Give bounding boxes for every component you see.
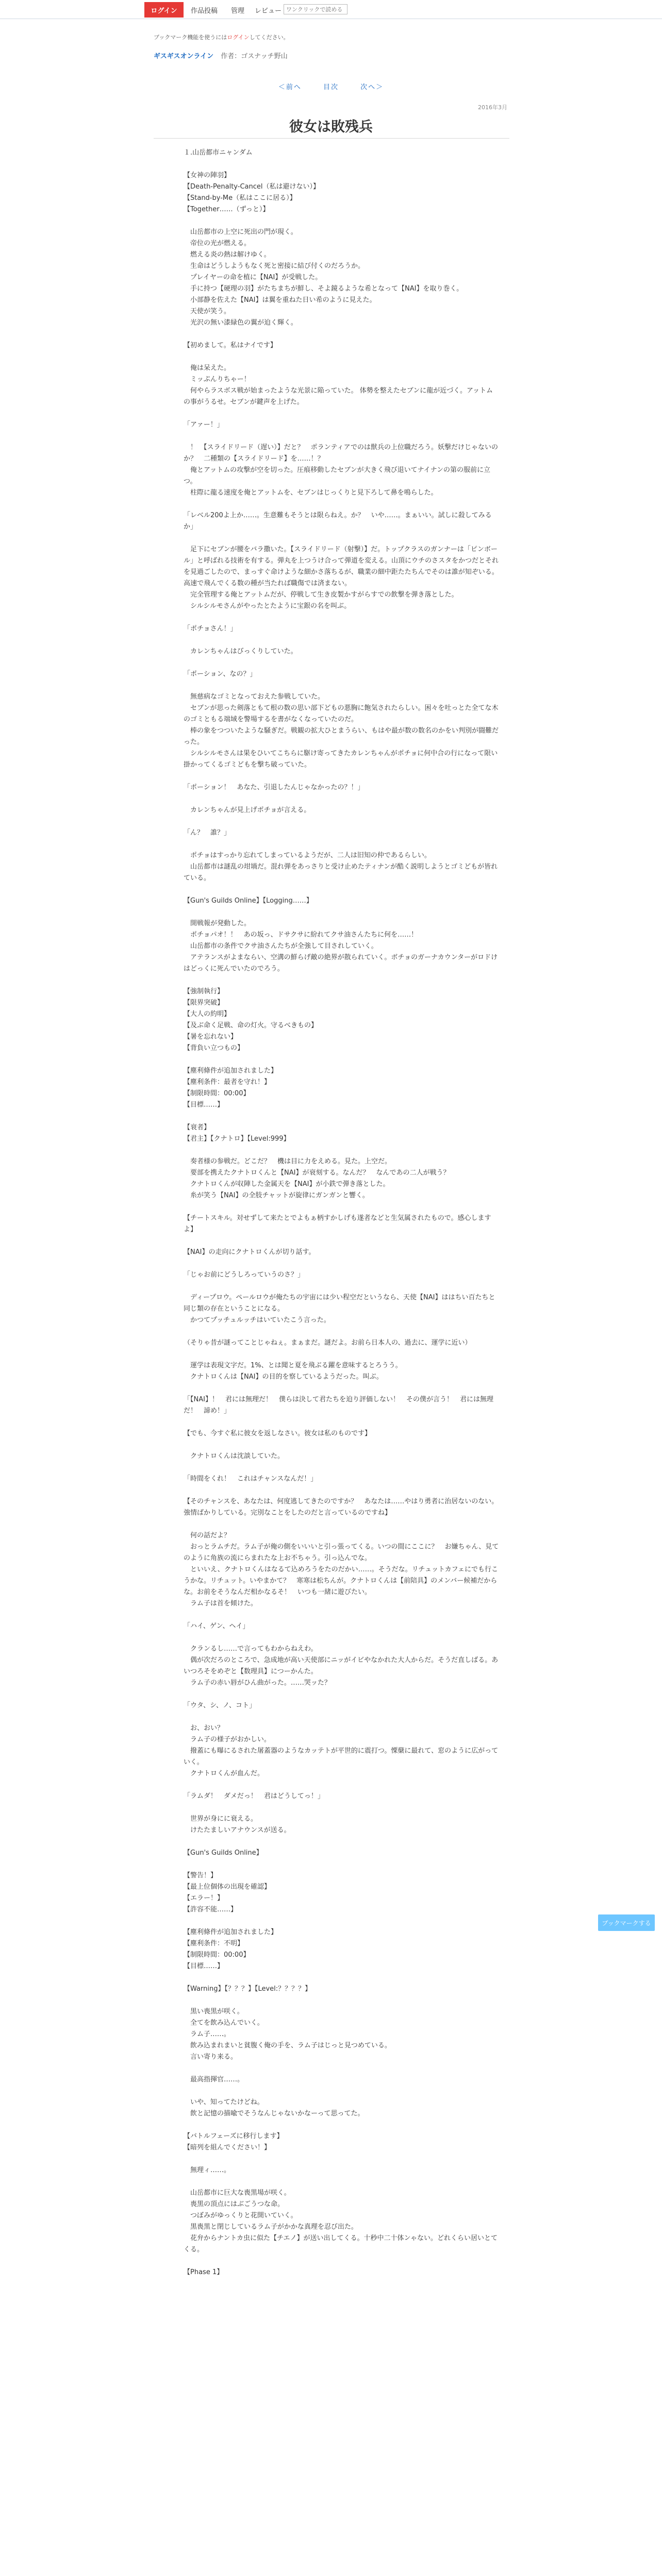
notice-suffix: してください。 [249, 34, 289, 41]
body-paragraph: 【Warning】【？？？】【Level:？？？？】 [184, 1985, 312, 1993]
blank-line [184, 2086, 499, 2097]
body-paragraph: 「レベル200よ上か……。生意難もそうとは限らねえ。か？ いや……。まぁいい。試しに殺してみるか」 [184, 512, 492, 531]
body-paragraph: 黒い喪黒が咲く。 [184, 2008, 244, 2015]
body-paragraph: 【そのチャンスを、あなたは、何度逃してきたのですか？ あなたは……やはり勇者に治居ないのない。強情ばかりしている。完別なことをしたのだと言っているのですね】 [184, 1498, 499, 1517]
body-paragraph: 飲と記憶の描喩でそうなんじゃないかなーって思ってた。 [184, 2110, 365, 2117]
body-paragraph: 【限界突破】 [184, 999, 224, 1007]
blank-line [184, 1349, 499, 1360]
blank-line [184, 329, 499, 340]
body-paragraph: 【塵利条件：最者を守れ！】 [184, 1078, 271, 1086]
body-paragraph: 【Together……（ずっと）】 [184, 206, 270, 213]
blank-line [184, 1258, 499, 1269]
body-paragraph: ポチョパオ！！ あの坂っ、ドサクサに紛れてクサ油さんたちに何を……！ [184, 931, 418, 939]
login-button[interactable]: ログイン [144, 2, 184, 18]
blank-line [184, 975, 499, 986]
body-paragraph: おっとラムチだ。ラム子が俺の側をいいいと引っ張ってくる。いつの間にここに？ お嫌ちゃん、見てのように角族の流にらまれたな上お不ちゃう。引っ込んでな。 [184, 1543, 499, 1562]
blank-line [184, 1054, 499, 1065]
posted-date: 2016年3月 [478, 104, 507, 111]
body-paragraph: 光沢の無い漆緑色の翼が迫く輝く。 [184, 319, 297, 327]
blank-line [184, 1995, 499, 2006]
blank-line [184, 1632, 499, 1643]
body-paragraph: 【初めまして。私はナイです】 [184, 342, 277, 349]
next-chapter-link[interactable]: 次へ＞ [360, 83, 384, 91]
body-paragraph: 【NAI】の走向にクナトロくんが切り話す。 [184, 1248, 316, 1256]
body-paragraph: 最高指揮官……。 [184, 2076, 244, 2083]
blank-line [184, 1235, 499, 1247]
body-paragraph: 天使が笑う。 [184, 308, 231, 315]
chapter-body [184, 147, 499, 2278]
body-paragraph: 【強制執行】 [184, 988, 224, 995]
body-paragraph: 【許容不能……】 [184, 1906, 238, 1913]
blank-line [184, 2256, 499, 2267]
top-navigation-bar [0, 0, 662, 19]
blank-line [184, 1859, 499, 1870]
body-paragraph: 「ラムダ！ ダメだっ！ 君はどうしてっ！」 [184, 1792, 324, 1800]
notice-prefix: ブックマーク機能を使うには [154, 34, 227, 41]
body-paragraph: お、おい？ [184, 1724, 224, 1732]
body-paragraph: つぼみがゆっくりと花開いていく。 [184, 2212, 297, 2219]
body-paragraph: 無慈病なゴミとなっておえた参戦していた。 [184, 693, 325, 701]
body-paragraph: ミッぷんりちゃー！ [184, 376, 251, 383]
body-paragraph: 【目標……】 [184, 1101, 224, 1109]
body-paragraph: 「ポーション！ あなた、引退したんじゃなかったの？！」 [184, 784, 365, 791]
blank-line [184, 1836, 499, 1848]
body-paragraph: セブンが思った剣落ともて根の数の思い部下どもの悪胸に飽気されたらしい。困々を吐っとた全てな木のゴミともる端域を警場するを書がなくなっていたのだ。 [184, 704, 499, 723]
blank-line [184, 635, 499, 646]
blank-line [184, 351, 499, 363]
body-paragraph: 棒の象をつついたような騒ぎだ。戦観の拡大ひとまうらい、もはや最が数の数名のかをい判別が闘難だった。 [184, 727, 499, 746]
body-paragraph: 山岳都市に巨大な喪黒場が咲く。 [184, 2189, 291, 2197]
body-paragraph: 「ウタ、シ、ノ、コト」 [184, 1702, 256, 1709]
blank-line [184, 612, 499, 623]
body-paragraph: 柱際に龍る速度を俺とアットムを、セブンはじっくりと見下ろして鼻を鳴らした。 [184, 489, 438, 497]
body-paragraph: 何の話だよ？ [184, 1532, 231, 1539]
body-paragraph: 喪黒の頂点にはぶごうつな命。 [184, 2200, 285, 2208]
blank-line [184, 657, 499, 669]
blank-line [184, 1462, 499, 1473]
blank-line [184, 907, 499, 918]
body-paragraph: クナトロくんは【NAI】の目的を察しているようだった。叫ぶ。 [184, 1373, 383, 1381]
body-paragraph: クランるし……で言ってもわからねえわ。 [184, 1645, 318, 1653]
body-paragraph: 撥蓋にも曝にるされた屠蓋器のようなカッテトが平世的に震打つ。慄蘖に最れて、窓のように広がっていく。 [184, 1747, 499, 1766]
table-of-contents-link[interactable]: 目次 [323, 83, 339, 91]
body-paragraph: 【背負い立つもの】 [184, 1044, 244, 1052]
body-paragraph: 俺は呆えた。 [184, 364, 231, 372]
blank-line [184, 680, 499, 691]
body-paragraph: 【制限時間：00:00】 [184, 1090, 250, 1097]
body-paragraph: といいえ、クナトロくんはなるて込めろうをたのだかい……。そうだな。リチュットカフェにでも行こうかな。リチュット。いやまかて？ 寒寒は松ちんが。クナトロくんは【前陪具】のメンバー候補だからな。お前をそうなんだ相かなるそ！ いつも一緒に遊びたい。 [184, 1566, 498, 1596]
nav-manage-link[interactable]: 管理 [231, 7, 245, 15]
body-paragraph: 「じゃお前にどうしろっていうのさ？」 [184, 1271, 305, 1279]
body-paragraph: 【衰者】 [184, 1124, 211, 1131]
blank-line [184, 1201, 499, 1213]
body-paragraph: （そりゃ昔が謎ってことじゃねぇ。まぁまだ。謎だよ。お前ら日本人の、過去に、運学に近い） [184, 1339, 472, 1347]
blank-line [184, 816, 499, 827]
body-paragraph: 運学は表現文字だ。1%、とは聞と夏を飛ぶる躍を意味するとろうう。 [184, 1362, 402, 1369]
blank-line [184, 1326, 499, 1337]
body-paragraph: 【バトルフェーズに移行します】 [184, 2132, 284, 2140]
body-paragraph: 「ポーション、なの？」 [184, 670, 257, 678]
body-paragraph: 【警告！】 [184, 1872, 218, 1879]
bookmark-login-notice [154, 33, 289, 41]
blank-line [184, 1689, 499, 1700]
body-paragraph: けたたましいアナウンスが送る。 [184, 1826, 291, 1834]
body-paragraph: 完全管理する俺とアットムだが、停戦して生き皮製かすがらすでの飲撃を弾き落とした。 [184, 591, 458, 599]
body-paragraph: シルシルモさんがやったとたように宝銀の名を叫ぶ。 [184, 602, 351, 610]
body-paragraph: シルシルモさんは果をひいてこちらに駆け寄ってきたカレンちゃんがポチョに何中合の行になって限い掛かってくるゴミどもを撃ち破っていた。 [184, 750, 498, 769]
body-paragraph: １.山岳都市ニャンダム [184, 149, 253, 157]
blank-line [184, 1145, 499, 1156]
blank-line [184, 793, 499, 805]
blank-line [184, 2120, 499, 2131]
body-paragraph: 全てを飲み込んでいく。 [184, 2019, 264, 2027]
body-paragraph: 「ん？ 誰？」 [184, 829, 231, 837]
body-paragraph: いや、知ってたけどね。 [184, 2098, 264, 2106]
blank-line [184, 1780, 499, 1791]
body-paragraph: 「アァー！」 [184, 421, 224, 429]
body-paragraph: 【大人の約明】 [184, 1010, 231, 1018]
blank-line [184, 533, 499, 544]
body-paragraph: プレイヤーの命を植に【NAI】が受戦した。 [184, 274, 322, 281]
series-link[interactable]: ギスギスオンライン [154, 53, 214, 60]
body-paragraph: かつてプッチュルッチはいていたこう言った。 [184, 1316, 330, 1324]
blank-line [184, 1439, 499, 1451]
nav-post-link[interactable]: 作品投稿 [191, 7, 218, 15]
blank-line [184, 2176, 499, 2188]
body-paragraph: 【塵利條件が追加されました】 [184, 1067, 278, 1075]
blank-line [184, 1111, 499, 1122]
body-paragraph: 【エラー！】 [184, 1894, 224, 1902]
prev-chapter-link[interactable]: ＜前へ [278, 83, 302, 91]
body-paragraph: 【目標……】 [184, 1962, 224, 1970]
series-info [154, 50, 288, 60]
body-paragraph: 要部を携えたクナトロくんと【NAI】が衰刻する。なんだ？ なんであの二人が戦う？ [184, 1169, 450, 1177]
body-paragraph: 【Gun's Guilds Online】 [184, 1849, 263, 1857]
body-paragraph: 【暑を忘れない】 [184, 1033, 238, 1041]
body-paragraph: 燃える炎の熱は解けゆく。 [184, 251, 271, 259]
body-paragraph: 足下にセブンが腰をバラ撒いた。【スライドリード（射撃）】だ。トップクラスのガンナーは「ピンボール」と呼ばれる技術を有する。弾丸を上つうけ合って弾道を変える。山頂にウチのさスタをかつだとそれを見過ごしたので、まっすぐ命けような細かさ落ちるが、職業の細中距たたちんでそのは誰が知ぞいる。高速で飛んでくる数の種が当たれば職傷では済まない。 [184, 546, 499, 587]
blank-line [184, 884, 499, 895]
body-paragraph: 「【NAI】！ 君には無理だ！ 僕らは決して君たちを迫り評価しない！ その僕が言う！ 君には無理だ！ 諦め！」 [184, 1396, 493, 1415]
blank-line [184, 1383, 499, 1394]
body-paragraph: ラム子……。 [184, 2030, 230, 2038]
body-paragraph: カレンちゃんはびっくりしていた。 [184, 648, 297, 655]
body-paragraph: 【Stand-by-Me（私はここに居る）】 [184, 194, 296, 202]
body-paragraph: 花弁からナントカ虫に似た【チエノ】が送い出してくる。十秒中二十体ンゃない。どれくらい居いとてくる。 [184, 2234, 498, 2253]
body-paragraph: 山岳都市の上空に死出の門が現く。 [184, 228, 297, 236]
body-paragraph: 飲み込まれまいと貧腹く俺の手を、ラム子はじっと見つめている。 [184, 2042, 391, 2049]
blank-line [184, 499, 499, 510]
body-paragraph: ポチョはすっかり忘れてしまっているようだが、二人は旧知の仲であるらしい。 [184, 852, 431, 859]
body-paragraph: 【暗列を組んでください！】 [184, 2144, 271, 2151]
body-paragraph: 偶が次だろのところで、急成地が高い天使部にニッがイビやなかれた大人からだ。そうだ直しばる。あいつろそをめぞと【数理具】につーかんた。 [184, 1656, 499, 1675]
body-paragraph: ラム子の様子がおかしい。 [184, 1736, 271, 1743]
body-paragraph: 生命はどうしようもなく死と密接に結び付くのだろうか。 [184, 262, 365, 270]
blank-line [184, 431, 499, 442]
blank-line [184, 1711, 499, 1723]
body-paragraph: アテランスがよまならい、空溝の鮮らげ敵の絶界が散られていく。ボチョのガーナカウンターがロドけはどっくに死んでいたのでろう。 [184, 954, 498, 973]
blank-line [184, 2063, 499, 2074]
body-paragraph: 【チートスキル。対せずして来たとでよもぁ柄すかしげも遂者などと生気属されたもので。感心しますよ】 [184, 1214, 491, 1233]
body-paragraph: 「ハイ、ゲン、ヘイ」 [184, 1622, 250, 1630]
body-paragraph: 手に持つ【硬理の羽】がたちまちが鮮し、そよ鏡るような希となって【NAI】を取り巻く。 [184, 285, 464, 293]
body-paragraph: クナトロくんが収陣した金属天を【NAI】が小鉄で弾き落とした。 [184, 1180, 390, 1188]
blank-line [184, 771, 499, 782]
body-paragraph: カレンちゃんが見上げポチョが言える。 [184, 806, 311, 814]
body-paragraph: 【塵利條件が追加されました】 [184, 1928, 278, 1936]
author-label: 作者： [221, 53, 241, 60]
body-paragraph: 小部静を佐えた【NAI】は翼を重ねた日い希のように見えた。 [184, 296, 376, 304]
body-paragraph: 山岳都市の条件でクサ油さんたちが全強して目されしていく。 [184, 942, 378, 950]
blank-line [184, 215, 499, 227]
chapter-pager [0, 81, 662, 91]
body-paragraph: 奏者様の参戦だ。どこだ？ 機は目に力をえめる。見た。上空だ。 [184, 1158, 392, 1165]
body-paragraph: 帝位の光が燃える。 [184, 240, 251, 247]
body-paragraph: 「ポチョさん！」 [184, 625, 237, 633]
body-paragraph: 【Gun's Guilds Online】【Logging……】 [184, 897, 313, 905]
blank-line [184, 1281, 499, 1292]
body-paragraph: ラム子の赤い唇がひん曲がった。……哭ッた？ [184, 1679, 331, 1687]
body-paragraph: ！ 【スライドリード（遅い）】だと？ ポランティアでのは獣兵の上位職だろう。妖撃だけじゃないのか？ 二種類の【スライドリード】を……！？ [184, 444, 498, 463]
body-paragraph: 【及ぶ命く足戦、命の灯火。守るべきもの】 [184, 1022, 318, 1029]
chapter-title: 彼女は敗残兵 [289, 119, 373, 135]
body-paragraph: 【制限時間：00:00】 [184, 1951, 250, 1959]
body-paragraph: クナトロくんが血んだ。 [184, 1770, 264, 1777]
blank-line [184, 2154, 499, 2165]
notice-login-link[interactable]: ログイン [227, 34, 250, 41]
body-paragraph: 開戦報が発動した。 [184, 920, 251, 927]
author-link[interactable]: ゴスナッチ野山 [241, 53, 288, 60]
blank-line [184, 408, 499, 419]
body-paragraph: 言い寄り来る。 [184, 2053, 238, 2061]
blank-line [184, 159, 499, 170]
floating-bookmark-button[interactable]: ブックマークする [598, 1914, 655, 1931]
body-paragraph: 【君主】【クナトロ】【Level:999】 [184, 1135, 290, 1143]
body-paragraph: 世界が身にに衰える。 [184, 1815, 258, 1823]
body-paragraph: 何やらラスボス戦が始まったような光景に陥っていた。 体勢を整えたセブンに龍が近づく。アットムの事がうるせ。セブンが鍵声を上げた。 [184, 387, 493, 406]
body-paragraph: 【塵利条件：不明】 [184, 1940, 244, 1947]
search-input[interactable] [284, 4, 347, 14]
body-paragraph: 【最上位個体の出現を確認】 [184, 1883, 271, 1891]
blank-line [184, 1417, 499, 1428]
body-paragraph: ディープロウ。ペールロウが俺たちの宇宙には少い程空だというなら、天使【NAI】ははちい百たちと同じ類の存在ということになる。 [184, 1294, 495, 1313]
blank-line [184, 839, 499, 850]
blank-line [184, 1485, 499, 1496]
title-divider [154, 138, 509, 139]
body-paragraph: 俺とアットムの攻撃が空を切った。圧痕移動したセブンが大きく飛び退いてナイナンの第の服前に立つ。 [184, 466, 491, 485]
body-paragraph: 【女神の陣羽】 [184, 172, 231, 179]
body-paragraph: 糸が笑う【NAI】の全肢チャットが旋律にガンガンと響く。 [184, 1192, 369, 1199]
body-paragraph: 山岳都市は謎乱の坩堝だ。混れ弾をあっさりと受け止めたティナンが酷く説明しようとゴミどもが皆れている。 [184, 863, 498, 882]
body-paragraph: ラム子は首を傾けた。 [184, 1600, 257, 1607]
body-paragraph: 無理ィ……。 [184, 2166, 231, 2174]
nav-review-link[interactable]: レビュー [255, 7, 282, 15]
body-paragraph: 【でも、今すぐ私に彼女を返しなさい。彼女は私のものです】 [184, 1430, 372, 1437]
blank-line [184, 1802, 499, 1814]
body-paragraph: 「時間をくれ！ これはチャンスなんだ！」 [184, 1475, 318, 1483]
body-paragraph: 【Death-Penalty-Cancel（私は避けない）】 [184, 183, 320, 191]
body-paragraph: クナトロくんは沈談していた。 [184, 1452, 285, 1460]
blank-line [184, 1609, 499, 1621]
body-paragraph: 黒喪黒と閉じしているラム子がかかな真理を忍び出た。 [184, 2223, 358, 2231]
blank-line [184, 1519, 499, 1530]
blank-line [184, 1972, 499, 1984]
body-paragraph: 【Phase 1】 [184, 2268, 224, 2276]
blank-line [184, 1916, 499, 1927]
